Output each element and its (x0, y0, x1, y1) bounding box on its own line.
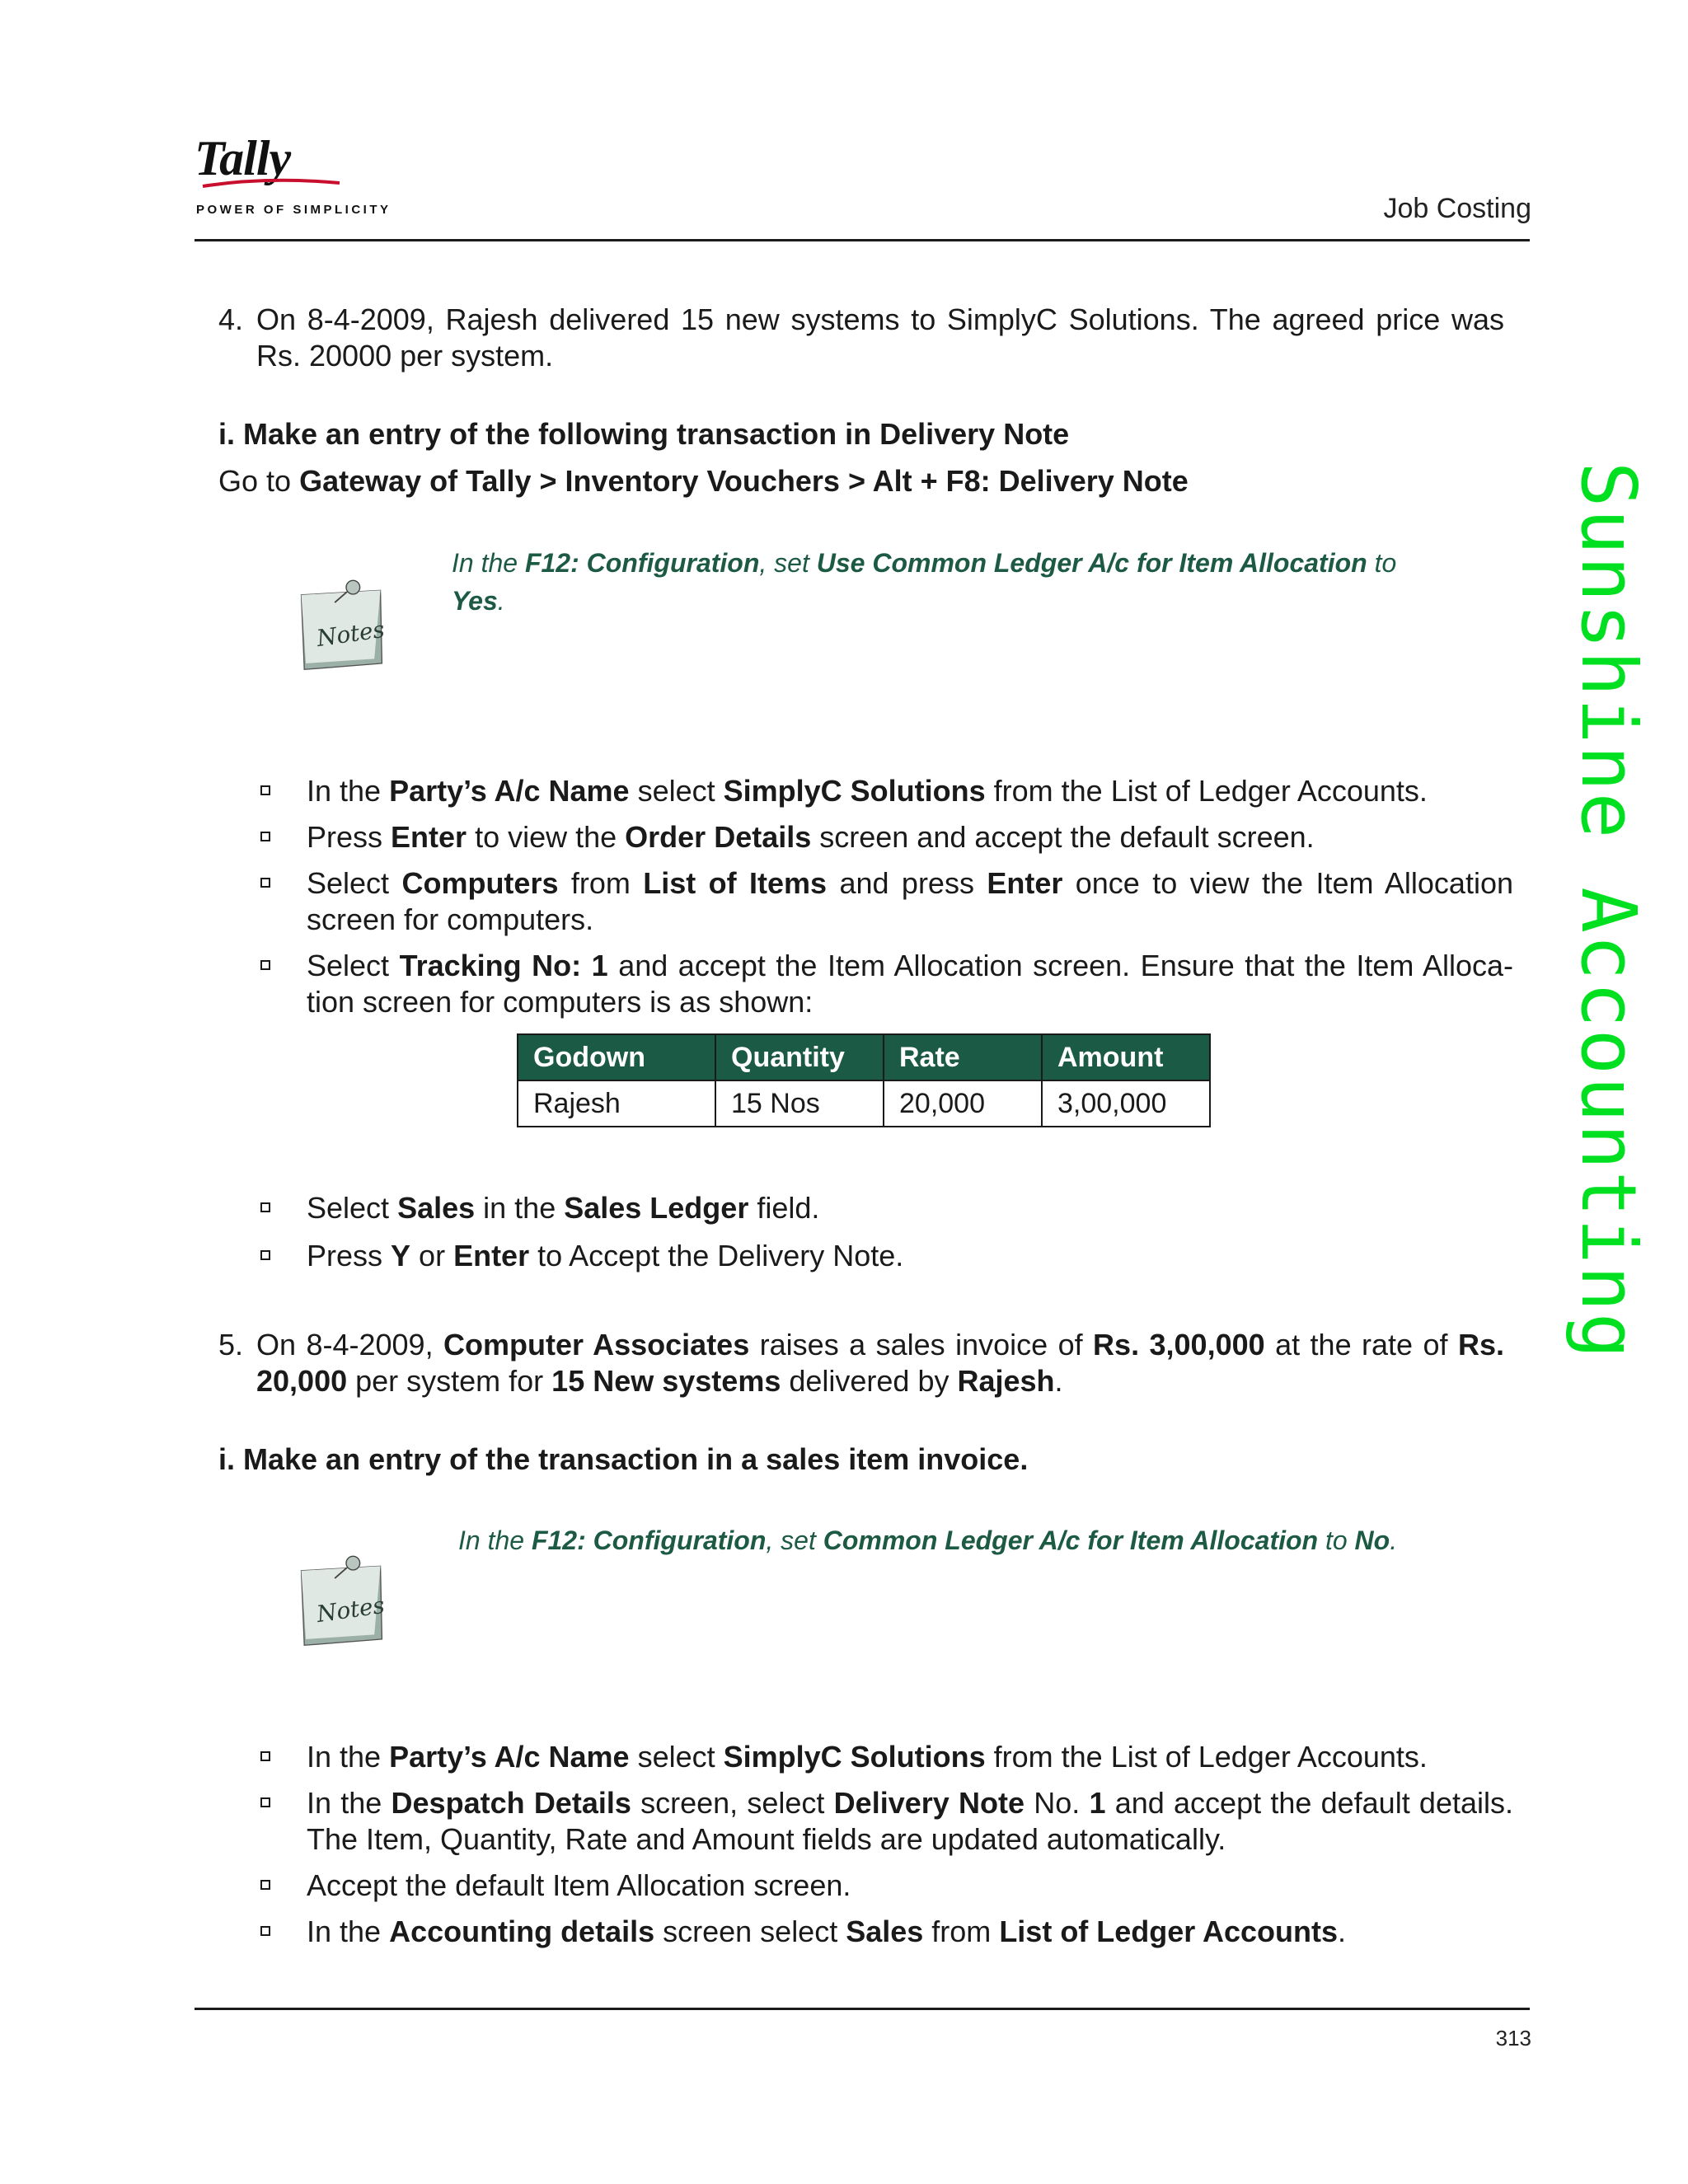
section-heading: i. Make an entry of the following transaction in Delivery Note (218, 417, 1070, 451)
step-number: 5. (218, 1328, 244, 1361)
list-item: In the Party’s A/c Name select SimplyC Solutions from the List of Ledger Accounts. (260, 773, 1513, 809)
section-title: Job Costing (1383, 193, 1531, 224)
svg-text:Notes: Notes (315, 615, 386, 653)
bullet-square-icon (260, 1751, 270, 1761)
list-item: Press Enter to view the Order Details screen and accept the default screen. (260, 819, 1513, 855)
column-header: Amount (1042, 1034, 1210, 1080)
bullet-square-icon (260, 832, 270, 841)
bullet-square-icon (260, 1202, 270, 1212)
notes-icon (287, 1549, 386, 1652)
list-item: Select Computers from List of Items and press Enter once to view the Item Allocation screen for computers. (260, 865, 1513, 938)
list-item: Accept the default Item Allocation screen. (260, 1868, 1513, 1904)
bullet-square-icon (260, 960, 270, 970)
side-watermark: Sunshine Accounting (1564, 462, 1653, 1361)
step-number: 4. (218, 302, 244, 336)
table-header-row (518, 1034, 1210, 1080)
header-rule (195, 239, 1530, 241)
bullet-square-icon (260, 1880, 270, 1890)
goto-path-line: Go to Gateway of Tally > Inventory Vouchers > Alt + F8: Delivery Note (218, 464, 1189, 498)
footer-rule (195, 2008, 1530, 2010)
table-cell: 15 Nos (715, 1080, 884, 1127)
configuration-note: In the F12: Configuration, set Common Ledger A/c for Item Allocation to No. (458, 1526, 1398, 1555)
list-item: In the Party’s A/c Name select SimplyC Solutions from the List of Ledger Accounts. (260, 1739, 1513, 1775)
bullet-square-icon (260, 785, 270, 795)
step-5 (218, 1327, 1504, 1401)
list-item: In the Despatch Details screen, select Delivery Note No. 1 and accept the default details. The Item, Quantity, Rate and Amount fields are updated automatically. (260, 1785, 1513, 1858)
tally-logo (195, 130, 392, 227)
table-cell: Rajesh (518, 1080, 715, 1127)
column-header: Quantity (715, 1034, 884, 1080)
list-item: In the Accounting details screen select Sales from List of Ledger Accounts. (260, 1914, 1513, 1950)
step-text: On 8-4-2009, Rajesh delivered 15 new systems to SimplyC Solutions. The agreed price was Rs. 20000 per system. (256, 302, 1504, 373)
column-header: Rate (884, 1034, 1042, 1080)
bullet-square-icon (260, 1926, 270, 1936)
bullet-square-icon (260, 878, 270, 888)
column-header: Godown (518, 1034, 715, 1080)
table-cell: 3,00,000 (1042, 1080, 1210, 1127)
section-heading: i. Make an entry of the transaction in a sales item invoice. (218, 1442, 1029, 1476)
step-text: On 8-4-2009, Computer Associates raises a sales invoice of Rs. 3,00,000 at the rate of Rs. 20,000 per system for 15 New systems delivered by Rajesh. (256, 1328, 1504, 1398)
list-item: Select Tracking No: 1 and accept the Item Allocation screen. Ensure that the Item Alloca- tion screen for computers is as shown: (260, 948, 1513, 1020)
bullet-square-icon (260, 1797, 270, 1807)
list-item: Select Sales in the Sales Ledger field. (260, 1190, 1513, 1226)
page-number: 313 (1495, 2026, 1531, 2050)
step-4 (218, 302, 1504, 376)
table-cell: 20,000 (884, 1080, 1042, 1127)
bullet-square-icon (260, 1250, 270, 1260)
list-item: Press Y or Enter to Accept the Delivery Note. (260, 1238, 1513, 1274)
goto-path: Gateway of Tally > Inventory Vouchers > Alt + F8: Delivery Note (299, 464, 1189, 498)
table-row (518, 1080, 1210, 1127)
logo-swoosh (201, 178, 341, 190)
notes-icon (287, 574, 386, 677)
logo-wordmark: Tally (195, 131, 291, 185)
logo-tagline: POWER OF SIMPLICITY (196, 203, 392, 217)
item-allocation-table (517, 1033, 1211, 1127)
svg-text:Notes: Notes (315, 1591, 386, 1629)
configuration-note: In the F12: Configuration, set Use Common Ledger A/c for Item Allocation to Yes. (452, 548, 1397, 616)
